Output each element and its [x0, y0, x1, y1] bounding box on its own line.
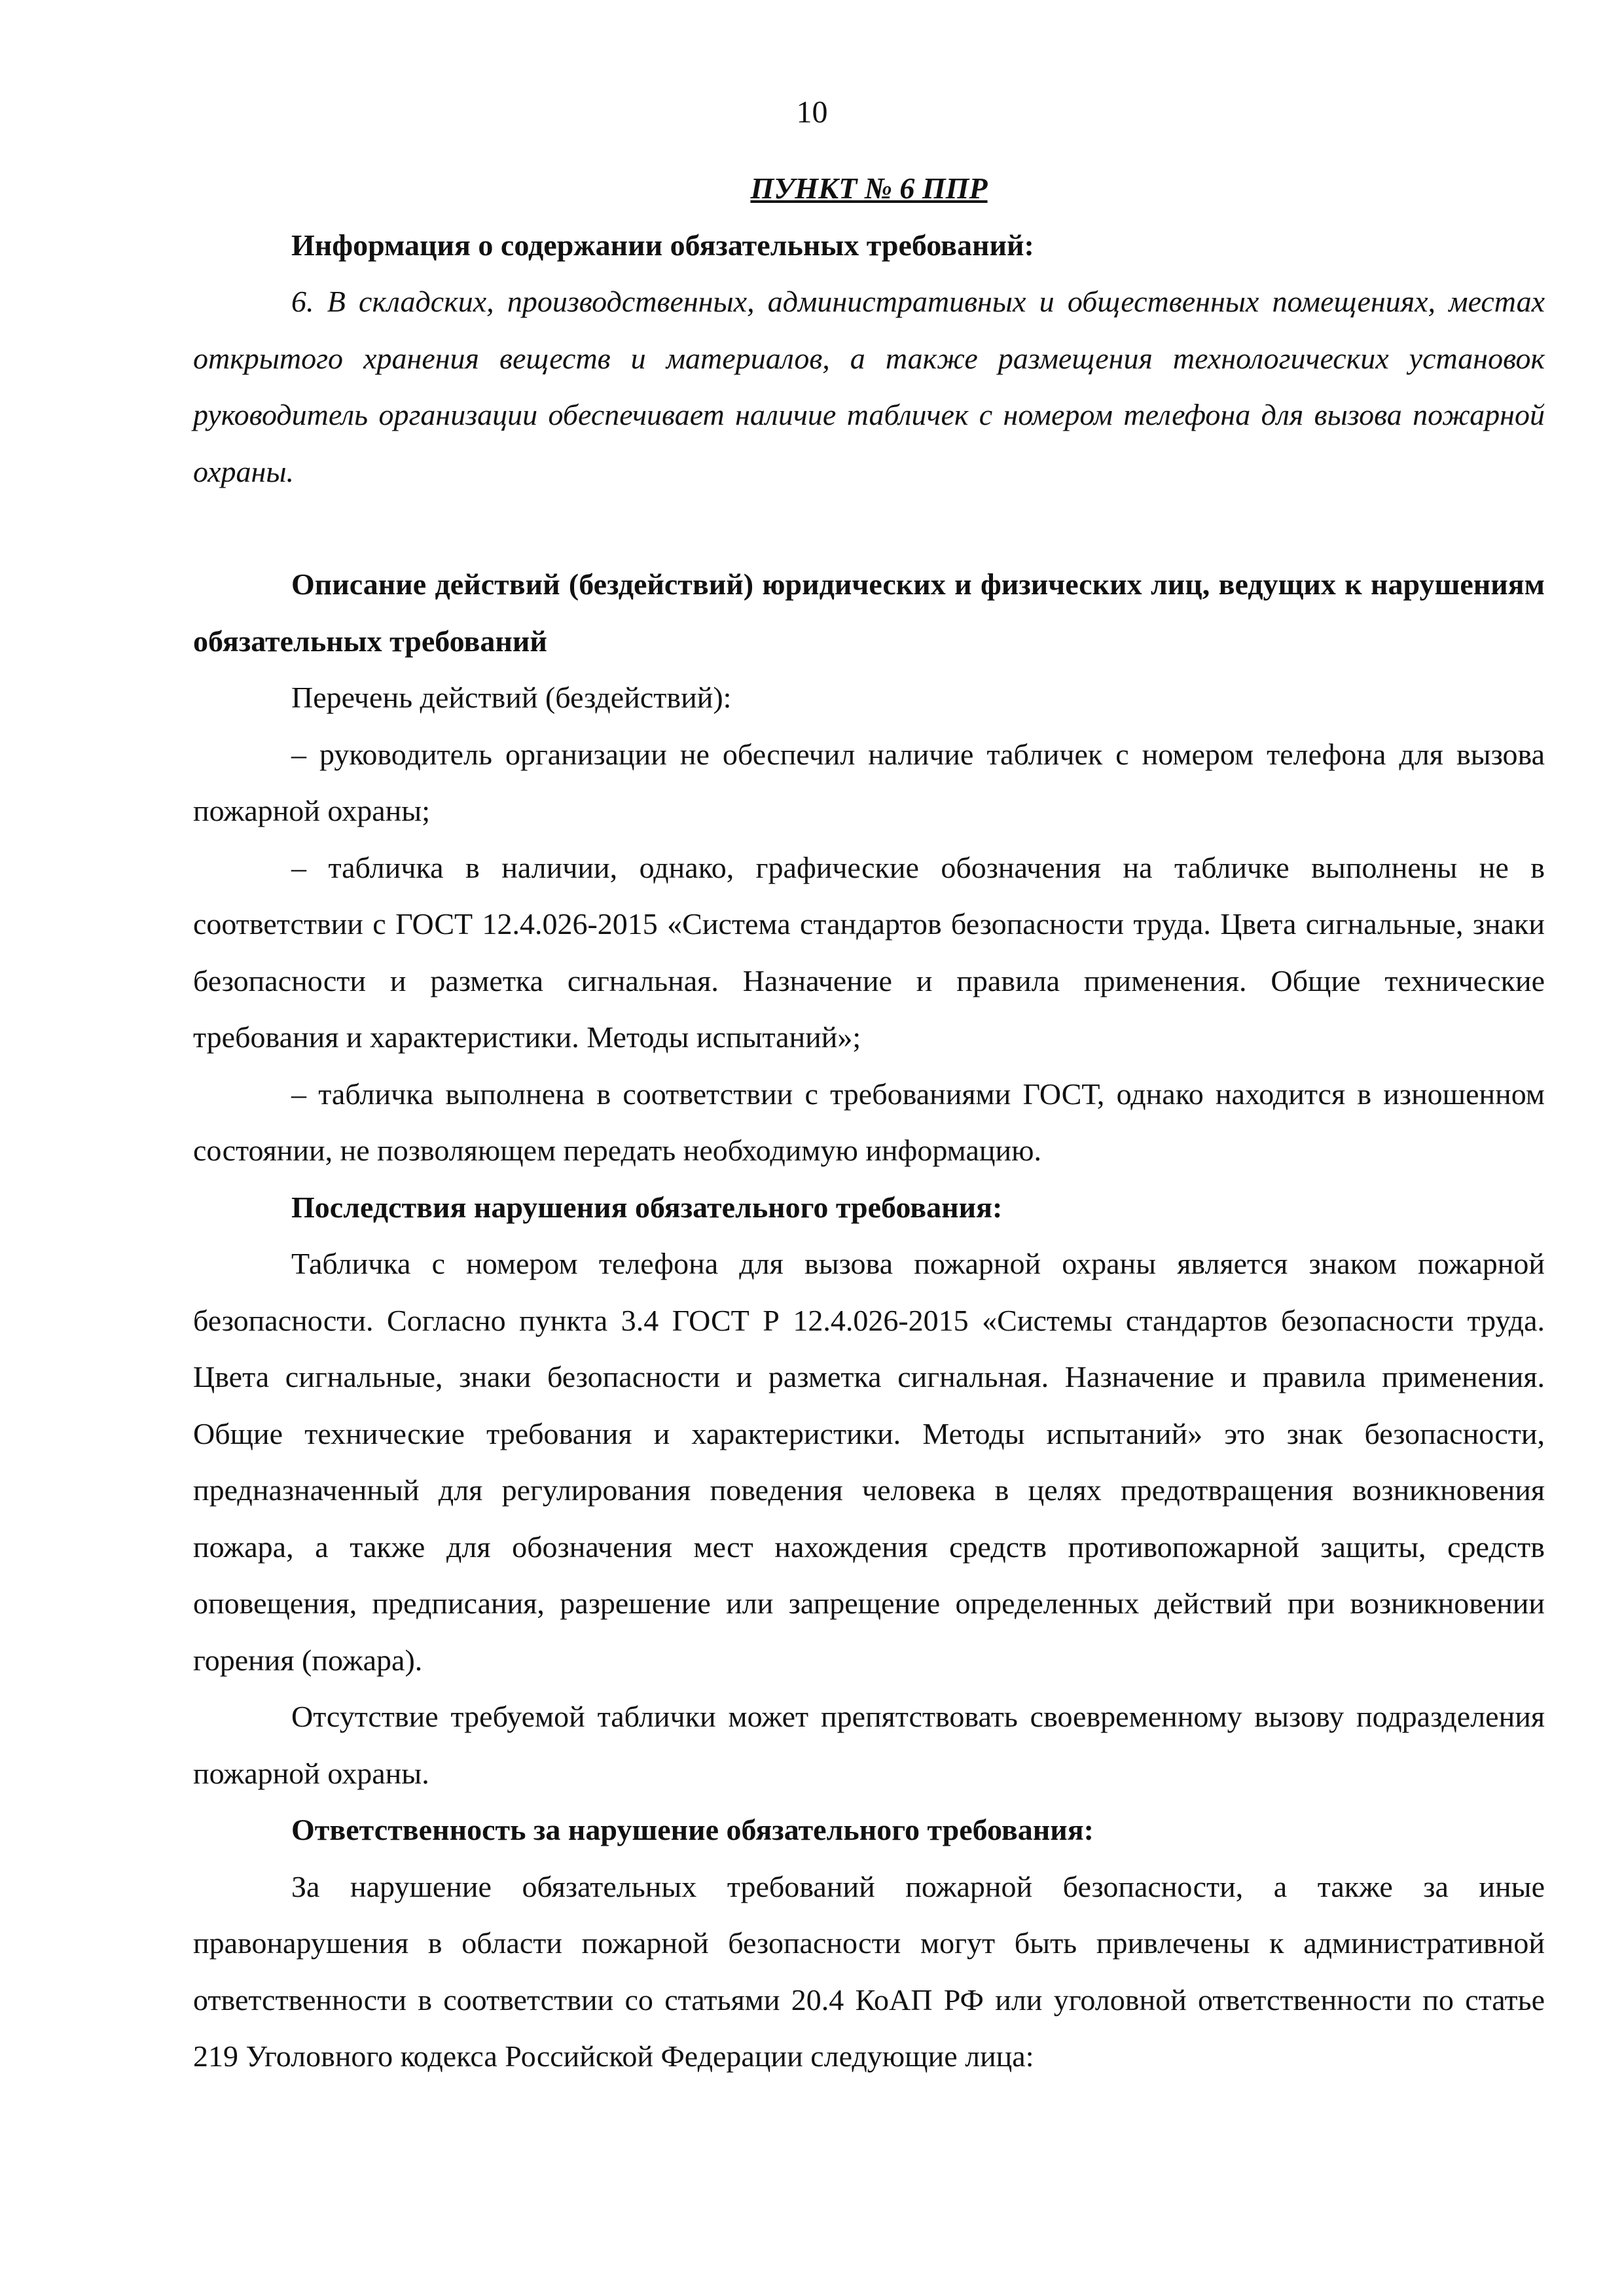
page-content	[193, 160, 1545, 2085]
consequences-paragraph: Табличка с номером телефона для вызова пожарной охраны является знаком пожарной безопасности. Согласно пункта 3.4 ГОСТ Р 12.4.026-2015 «Системы стандартов безопасности труда. Цвета сигнальные, знаки безопасности и разметка сигнальная. Назначение и правила применения. Общие технические требования и характеристики. Методы испытаний» это знак безопасности, предназначенный для регулирования поведения человека в целях предотвращения возникновения пожара, а также для обозначения мест нахождения средств противопожарной защиты, средств оповещения, предписания, разрешение или запрещение определенных действий при возникновении горения (пожара).	[193, 1247, 1545, 1677]
page-number: 10	[796, 95, 828, 130]
consequences-paragraph: Отсутствие требуемой таблички может препятствовать своевременному вызову подразделения пожарной охраны.	[193, 1700, 1545, 1790]
section-spacer	[193, 500, 1545, 556]
actions-heading: Описание действий (бездействий) юридических и физических лиц, ведущих к нарушениям обязательных требований	[193, 567, 1545, 658]
action-item: – руководитель организации не обеспечил наличие табличек с номером телефона для вызова пожарной охраны;	[193, 737, 1545, 827]
action-item: – табличка выполнена в соответствии с требованиями ГОСТ, однако находится в изношенном состоянии, не позволяющем передать необходимую информацию.	[193, 1077, 1545, 1167]
item-title: ПУНКТ № 6 ППР	[750, 171, 988, 205]
liability-heading: Ответственность за нарушение обязательного требования:	[291, 1813, 1094, 1846]
action-item: – табличка в наличии, однако, графические обозначения на табличке выполнены не в соответствии с ГОСТ 12.4.026-2015 «Система стандартов безопасности труда. Цвета сигнальные, знаки безопасности и разметка сигнальная. Назначение и правила применения. Общие технические требования и характеристики. Методы испытаний»;	[193, 850, 1545, 1054]
consequences-heading: Последствия нарушения обязательного требования:	[291, 1190, 1003, 1224]
requirement-text: 6. В складских, производственных, административных и общественных помещениях, местах открытого хранения веществ и материалов, а также размещения технологических установок руководитель организации обеспечивает наличие табличек с номером телефона для вызова пожарной охраны.	[193, 285, 1545, 488]
liability-text: За нарушение обязательных требований пожарной безопасности, а также за иные правонарушения в области пожарной безопасности могут быть привлечены к административной ответственности в соответствии со статьями 20.4 КоАП РФ или уголовной ответственности по статье 219 Уголовного кодекса Российской Федерации следующие лица:	[193, 1869, 1545, 2073]
info-heading: Информация о содержании обязательных требований:	[291, 228, 1034, 262]
actions-intro: Перечень действий (бездействий):	[291, 681, 732, 714]
